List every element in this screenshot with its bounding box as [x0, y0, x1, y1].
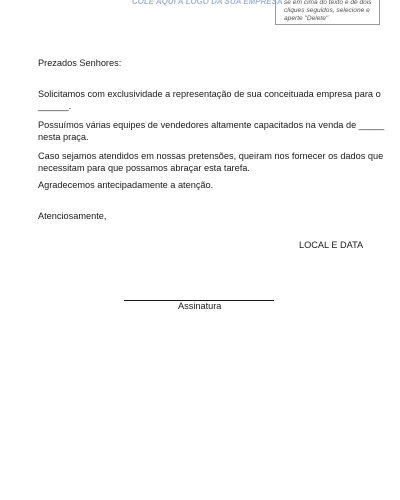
paragraph-thanks: Agradecemos antecipadamente a atenção. — [38, 180, 214, 190]
paragraph-request-data — [38, 151, 383, 174]
paragraph-line: necessitam para que possamos abraçar esta tarefa. — [38, 162, 250, 173]
paragraph-line: Caso sejamos atendidos em nossas pretensões, queiram nos fornecer os dados que — [38, 151, 384, 161]
paragraph-line: ______. — [38, 100, 72, 111]
instruction-line: se em cima do texto e dê dois — [284, 0, 372, 6]
logo-placeholder: COLE AQUI A LOGO DA SUA EMPRESA — [132, 0, 283, 6]
instruction-line: aperte "Delete" — [284, 14, 329, 22]
paragraph-line: nesta praça. — [38, 131, 89, 142]
signature-label: Assinatura — [178, 301, 222, 311]
instruction-box — [275, 0, 380, 25]
greeting: Prezados Senhores: — [38, 58, 122, 68]
paragraph-sales-teams — [38, 120, 384, 143]
paragraph-line: Solicitamos com exclusividade a representação de sua conceituada empresa para o — [38, 89, 381, 99]
place-date: LOCAL E DATA — [299, 240, 364, 250]
closing: Atenciosamente, — [38, 211, 107, 221]
paragraph-line: Possuímos várias equipes de vendedores altamente capacitados na venda de _____ — [38, 120, 385, 130]
paragraph-representation — [38, 89, 381, 112]
instruction-line: cliques seguidos, selecione e — [284, 6, 370, 14]
